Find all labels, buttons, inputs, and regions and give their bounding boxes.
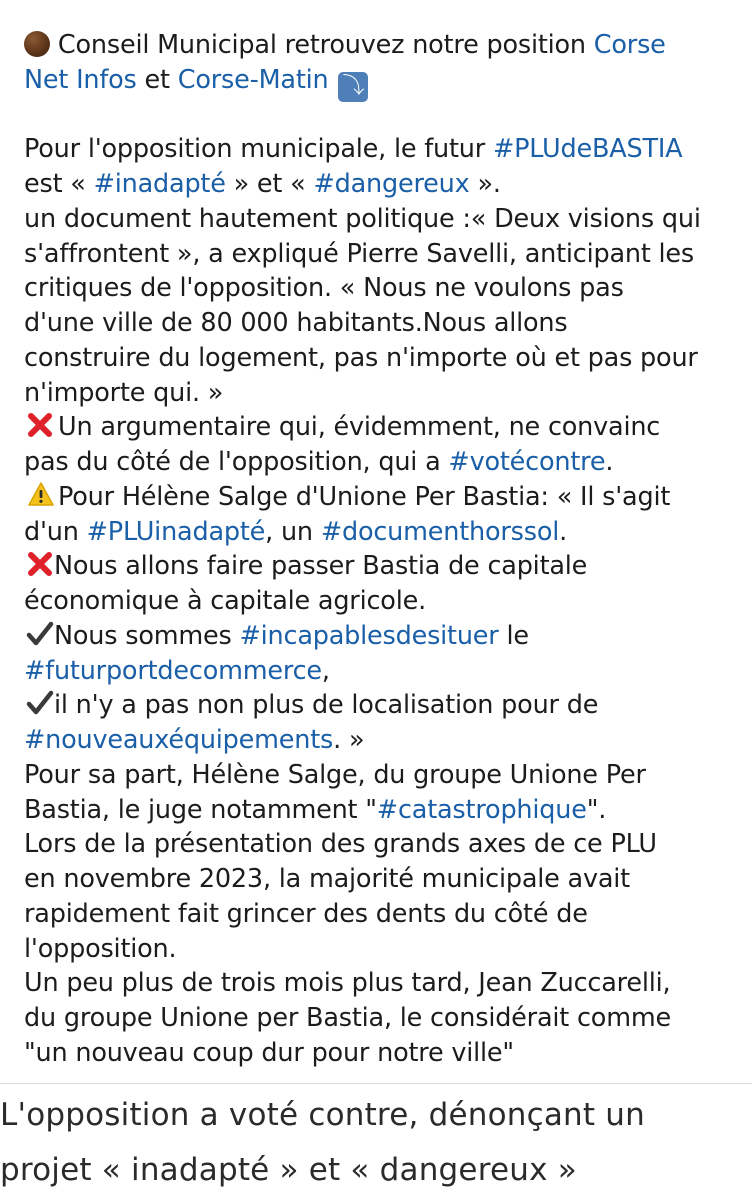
p1-line-2 — [24, 167, 736, 202]
p6-line-2 — [24, 723, 736, 758]
p1-text-d: ». — [477, 169, 501, 199]
brown-circle-icon — [24, 31, 50, 57]
hashtag-dangereux[interactable]: #dangereux — [313, 169, 470, 199]
hashtag-plu-inadapte[interactable]: #PLUinadapté — [86, 516, 266, 547]
hashtag-futur-port-de-commerce[interactable]: #futurportdecommerce — [24, 655, 322, 686]
hashtag-nouveaux-equipements[interactable]: #nouveauxéquipements — [24, 725, 334, 755]
p3-text-2c: . — [559, 516, 568, 547]
intro-line-1 — [24, 28, 736, 63]
p1-line-1 — [24, 132, 736, 167]
p1-line-3: un document hautement politique :« Deux visions qui — [24, 203, 701, 234]
corse-net-infos-link[interactable]: Corse — [593, 30, 666, 60]
p3-line-2 — [24, 515, 736, 550]
p7-line-7: Un peu plus de trois mois plus tard, Jean Zuccarelli, — [24, 968, 671, 999]
p3-line-1 — [24, 480, 736, 515]
p5-line-1 — [24, 619, 736, 654]
p7-line-4: en novembre 2023, la majorité municipale avait — [24, 864, 630, 894]
p1-text-b: est « — [24, 169, 86, 199]
p4-line-2: économique à capitale agricole. — [24, 586, 426, 616]
p6-text-1: il n'y a pas non plus de localisation pour de — [54, 690, 599, 721]
p6-text-2b: . » — [333, 725, 365, 755]
p6-line-1 — [24, 688, 736, 723]
hashtag-vote-contre[interactable]: #votécontre — [448, 447, 606, 477]
p3-text-2b: , un — [265, 516, 313, 547]
p1-line-6: d'une ville de 80 000 habitants.Nous allons — [24, 308, 568, 338]
hashtag-document-hors-sol[interactable]: #documenthorssol — [320, 516, 560, 547]
p1-text-c: » et « — [233, 169, 306, 199]
p2-text-2a: pas du côté de l'opposition, qui a — [24, 447, 441, 477]
red-cross-mark-icon — [24, 550, 54, 578]
hashtag-incapables-de-situer[interactable]: #incapablesdesituer — [239, 620, 499, 651]
p2-line-2 — [24, 445, 736, 480]
arrow-down-box-icon: ⤵ — [338, 72, 368, 102]
p5-line-2 — [24, 654, 736, 689]
p5-text-1a: Nous sommes — [54, 620, 232, 651]
intro-lead: Conseil Municipal retrouvez notre position — [57, 30, 586, 60]
check-mark-icon — [24, 689, 54, 717]
intro-line-2 — [24, 63, 736, 98]
corse-matin-link[interactable]: Corse-Matin — [177, 64, 329, 95]
p4-line-1 — [24, 549, 736, 584]
red-cross-mark-icon — [24, 411, 58, 439]
spacer — [24, 98, 736, 133]
p5-text-1b: le — [506, 620, 529, 651]
p2-text-1: Un argumentaire qui, évidemment, ne convainc — [58, 412, 661, 443]
p1-line-7: construire du logement, pas n'importe où et pas pour — [24, 342, 698, 373]
p1-text-a: Pour l'opposition municipale, le futur — [24, 134, 486, 165]
warning-icon — [24, 481, 58, 509]
hashtag-plu-de-bastia[interactable]: #PLUdeBASTIA — [492, 134, 683, 165]
hashtag-catastrophique[interactable]: #catastrophique — [376, 794, 587, 825]
p4-text-1: Nous allons faire passer Bastia de capitale — [54, 551, 588, 582]
p7-line-3: Lors de la présentation des grands axes de ce PLU — [24, 829, 657, 860]
divider — [0, 1083, 752, 1084]
intro-connector: et — [144, 64, 170, 95]
p7-line-8: du groupe Unione per Bastia, le considérait comme — [24, 1003, 671, 1033]
p2-line-1 — [24, 410, 736, 445]
p7-line-2 — [24, 793, 736, 828]
headline-line-1: L'opposition a voté contre, dénonçant un — [0, 1097, 645, 1133]
p7-text-2a: Bastia, le juge notamment " — [24, 794, 377, 825]
p7-line-6: l'opposition. — [24, 933, 177, 964]
check-mark-icon — [24, 620, 54, 648]
p7-line-1: Pour sa part, Hélène Salge, du groupe Unione Per — [24, 759, 646, 790]
corse-net-infos-link-cont[interactable]: Net Infos — [24, 64, 137, 95]
headline-line-2: projet « inadapté » et « dangereux » — [0, 1152, 577, 1188]
link-preview-headline[interactable] — [0, 1088, 752, 1198]
p7-text-2b: ". — [586, 794, 607, 825]
p1-line-5: critiques de l'opposition. « Nous ne voulons pas — [24, 273, 624, 304]
p3-text-1: Pour Hélène Salge d'Unione Per Bastia: « Il s'agit — [58, 481, 671, 512]
p5-text-2b: , — [321, 655, 330, 686]
p1-line-4: s'affrontent », a expliqué Pierre Savelli, anticipant les — [24, 238, 695, 269]
hashtag-inadapte[interactable]: #inadapté — [93, 169, 226, 199]
p7-line-9: "un nouveau coup dur pour notre ville" — [24, 1037, 514, 1068]
p3-text-2a: d'un — [24, 516, 79, 547]
p7-line-5: rapidement fait grincer des dents du côté de — [24, 898, 588, 929]
p1-line-8: n'importe qui. » — [24, 377, 224, 408]
post-body — [24, 28, 736, 1071]
p2-text-2b: . — [605, 447, 614, 477]
